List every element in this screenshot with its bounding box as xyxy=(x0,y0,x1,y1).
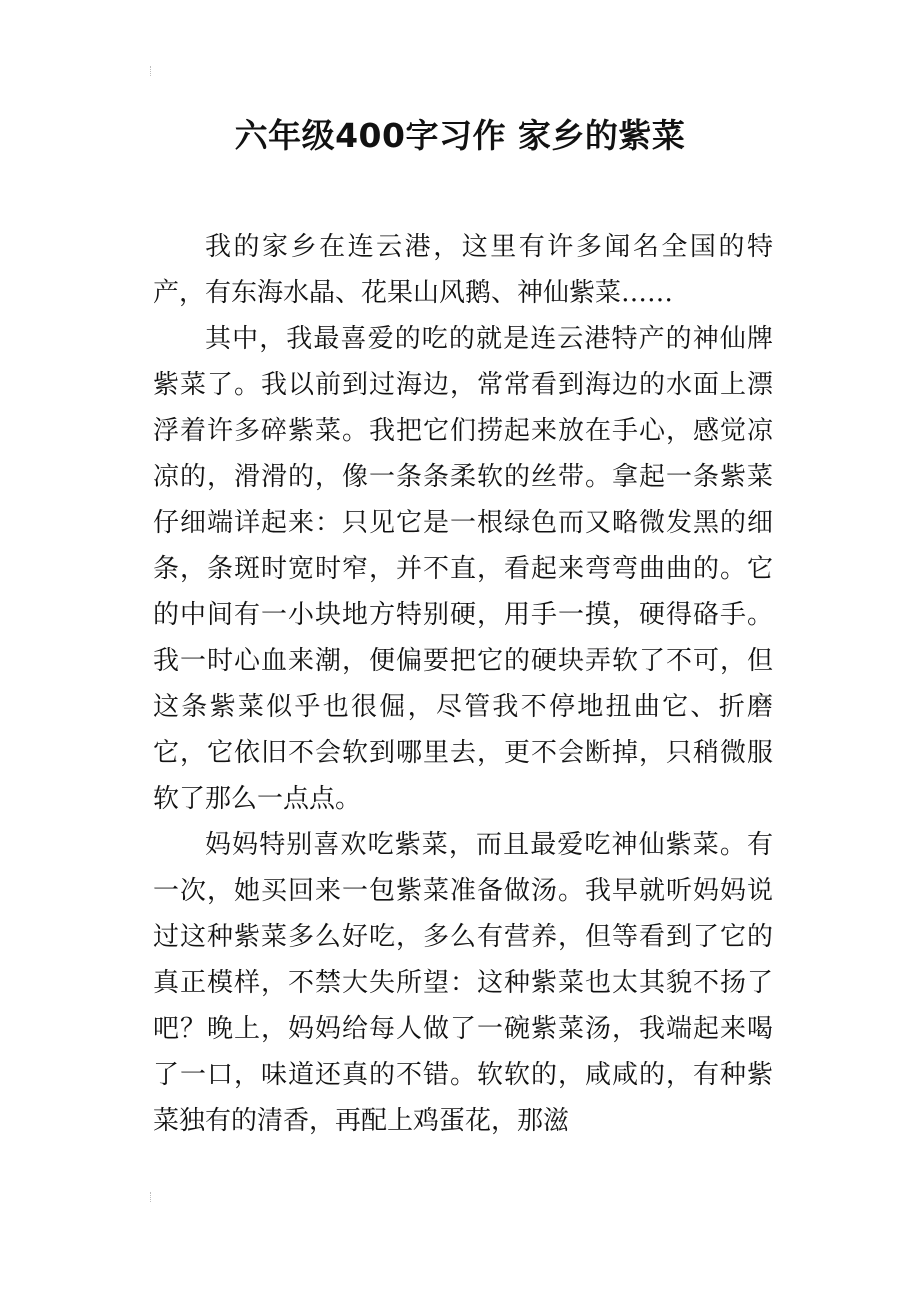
paragraph-3: 妈妈特别喜欢吃紫菜，而且最爱吃神仙紫菜。有一次，她买回来一包紫菜准备做汤。我早就听妈妈说过这种紫菜多么好吃，多么有营养，但等看到了它的真正模样，不禁大失所望：这种紫菜也太其貌不扬了吧？晚上，妈妈给每人做了一碗紫菜汤，我端起来喝了一口，味道还真的不错。软软的，咸咸的，有种紫菜独有的清香，再配上鸡蛋花，那滋 xyxy=(153,830,773,1136)
document-title: 六年级400字习作 家乡的紫菜 xyxy=(234,116,686,155)
paragraph-1: 我的家乡在连云港，这里有许多闻名全国的特产，有东海水晶、花果山风鹅、神仙紫菜…… xyxy=(153,232,773,308)
page-corner-mark-top xyxy=(150,66,157,76)
page-corner-mark-bottom xyxy=(150,1192,157,1202)
document-body xyxy=(153,224,773,1144)
paragraph-2: 其中，我最喜爱的吃的就是连云港特产的神仙牌紫菜了。我以前到过海边，常常看到海边的水面上漂浮着许多碎紫菜。我把它们捞起来放在手心，感觉凉凉的，滑滑的，像一条条柔软的丝带。拿起一条紫菜仔细端详起来：只见它是一根绿色而又略微发黑的细条，条斑时宽时窄，并不直，看起来弯弯曲曲的。它的中间有一小块地方特别硬，用手一摸，硬得硌手。我一时心血来潮，便偏要把它的硬块弄软了不可，但这条紫菜似乎也很倔，尽管我不停地扭曲它、折磨它，它依旧不会软到哪里去，更不会断掉，只稍微服软了那么一点点。 xyxy=(153,324,773,814)
